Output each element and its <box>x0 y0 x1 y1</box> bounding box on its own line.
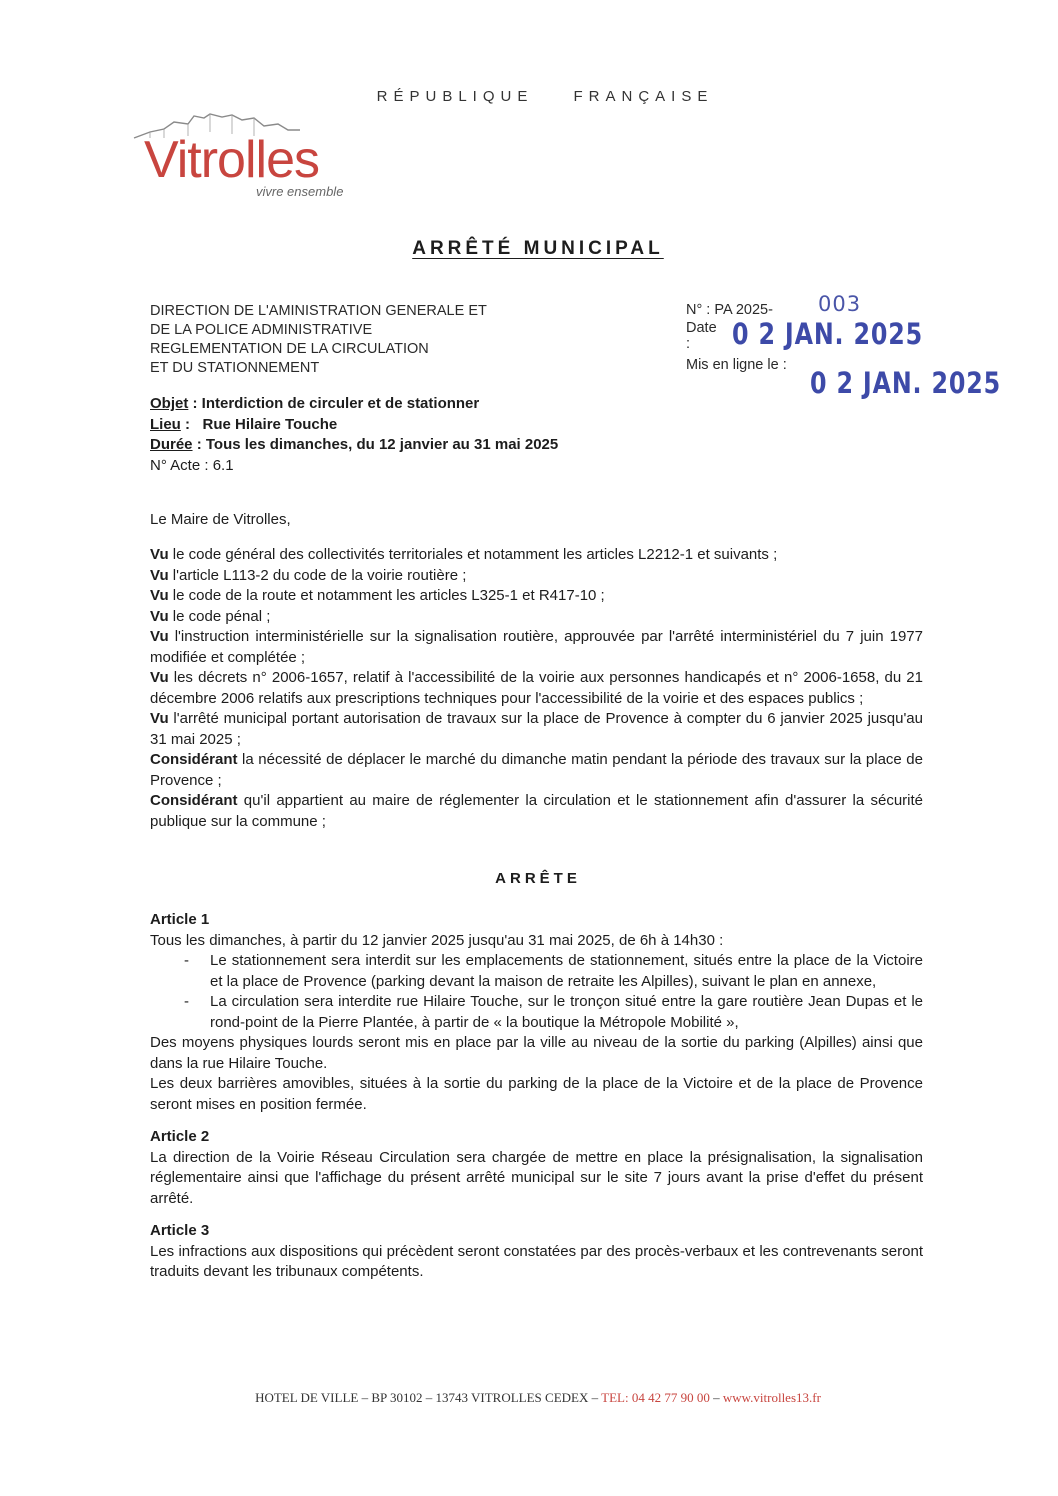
article-1-paragraph: Les deux barrières amovibles, situées à la sortie du parking de la place de la Victoire et de la place de Provence seront mises en position fermée. <box>150 1075 923 1113</box>
visa-item <box>150 545 923 566</box>
visa-text: l'arrêté municipal portant autorisation de travaux sur la place de Provence à compter du 6 janvier 2025 jusqu'au 31 mai 2025 ; <box>150 710 923 748</box>
bullet-text: La circulation sera interdite rue Hilaire Touche, sur le tronçon situé entre la gare routière Jean Dupas et le rond-point de la Pierre Plantée, à partir de « la boutique la Métropole Mobilité », <box>210 993 923 1031</box>
visa-text: la nécessité de déplacer le marché du dimanche matin pendant la période des travaux sur la place de Provence ; <box>150 751 923 789</box>
duree-label: Durée <box>150 436 193 453</box>
article-3-title: Article 3 <box>150 1222 210 1239</box>
visa-keyword: Vu <box>150 607 169 625</box>
date-stamp: 0 2 JAN. 2025 <box>732 317 923 351</box>
article-2-text: La direction de la Voirie Réseau Circulation sera chargée de mettre en place la présignalisation, la signalisation réglementaire ainsi que l'affichage du présent arrêté municipal sur le site 7 jours avant la prise d'effet du présent arrêté. <box>150 1148 923 1207</box>
visa-text: le code pénal ; <box>168 607 271 625</box>
online-date-label: Mis en ligne le : <box>686 357 787 373</box>
visa-keyword: Vu <box>150 587 169 604</box>
vitrolles-logo <box>130 112 390 204</box>
visa-item <box>150 791 923 832</box>
reference-number-label: N° : PA 2025- <box>686 302 773 318</box>
direction-line: REGLEMENTATION DE LA CIRCULATION <box>150 341 429 357</box>
footer-separator: – <box>709 1390 723 1405</box>
articles-block <box>150 910 923 1283</box>
visa-text: les décrets n° 2006-1657, relatif à l'accessibilité de la voirie aux personnes handicapés et n° 2006-1658, du 21 décembre 2006 relatifs aux prescriptions techniques pour l'accessibilité de la voirie et des espaces publics ; <box>150 669 923 707</box>
maire-line: Le Maire de Vitrolles, <box>150 511 291 528</box>
lieu-line <box>150 415 558 436</box>
logo-tagline: vivre ensemble <box>256 184 344 199</box>
footer <box>0 1390 1058 1406</box>
objet-label: Objet <box>150 395 189 412</box>
visa-text: le code de la route et notamment les articles L325-1 et R417-10 ; <box>168 587 605 604</box>
article-2-title: Article 2 <box>150 1128 210 1145</box>
duree-value: : Tous les dimanches, du 12 janvier au 31 mai 2025 <box>192 436 559 453</box>
visa-text: l'instruction interministérielle sur la signalisation routière, approuvée par l'arrêté interministériel du 7 juin 1977 modifiée et complétée ; <box>150 628 923 666</box>
article-1-intro: Tous les dimanches, à partir du 12 janvier 2025 jusqu'au 31 mai 2025, de 6h à 14h30 : <box>150 931 724 949</box>
online-date-stamp: 0 2 JAN. 2025 <box>810 366 1001 400</box>
list-item <box>150 992 923 1033</box>
direction-block <box>150 302 487 378</box>
objet-value: : Interdiction de circuler et de stationner <box>188 395 480 412</box>
visa-item <box>150 586 923 607</box>
visa-text: qu'il appartient au maire de réglementer la circulation et le stationnement afin d'assurer la sécurité publique sur la commune ; <box>150 792 923 830</box>
visa-keyword: Vu <box>150 710 169 727</box>
duree-line <box>150 435 558 456</box>
article-3-text: Les infractions aux dispositions qui précèdent seront constatées par des procès-verbaux et les contrevenants seront traduits devant les tribunaux compétents. <box>150 1242 923 1280</box>
footer-website-link[interactable]: www.vitrolles13.fr <box>722 1390 821 1405</box>
date-label: Date : <box>686 320 717 352</box>
dash-icon: - <box>184 952 189 969</box>
bullet-text: Le stationnement sera interdit sur les emplacements de stationnement, situés entre la place de la Victoire et la place de Provence (parking devant la maison de retraite les Alpilles), suivant le plan en annexe, <box>210 952 923 990</box>
article-1-title: Article 1 <box>150 911 210 928</box>
visa-item <box>150 750 923 791</box>
visa-keyword: Considérant <box>150 792 238 809</box>
acte-number: N° Acte : 6.1 <box>150 456 234 474</box>
reference-number-handwritten: 003 <box>818 292 862 316</box>
dash-icon: - <box>184 993 189 1010</box>
visa-text: l'article L113-2 du code de la voirie routière ; <box>168 566 467 584</box>
logo-wordmark: Vitrolles <box>144 131 320 189</box>
visa-keyword: Vu <box>150 566 169 584</box>
article-1-paragraph: Des moyens physiques lourds seront mis en place par la ville au niveau de la sortie du parking (Alpilles) ainsi que dans la rue Hilaire Touche. <box>150 1034 923 1072</box>
list-item <box>150 951 923 992</box>
direction-line: DIRECTION DE L'AMINISTRATION GENERALE ET <box>150 303 487 319</box>
lieu-label: Lieu <box>150 415 181 433</box>
visa-keyword: Vu <box>150 546 169 563</box>
arrete-heading: ARRÊTE <box>495 870 581 887</box>
footer-phone: TEL: 04 42 77 90 00 <box>601 1390 710 1405</box>
visa-item <box>150 607 923 628</box>
visa-keyword: Vu <box>150 628 169 645</box>
visa-keyword: Considérant <box>150 751 238 768</box>
visa-item <box>150 566 923 587</box>
visas-block <box>150 545 923 832</box>
visa-item <box>150 668 923 709</box>
lieu-value: : Rue Hilaire Touche <box>180 415 338 433</box>
visa-item <box>150 627 923 668</box>
objet-line <box>150 394 558 415</box>
direction-line: ET DU STATIONNEMENT <box>150 360 320 376</box>
direction-line: DE LA POLICE ADMINISTRATIVE <box>150 322 373 338</box>
visa-keyword: Vu <box>150 669 169 686</box>
republique-header: RÉPUBLIQUE FRANÇAISE <box>376 88 714 105</box>
visa-item <box>150 709 923 750</box>
footer-address: HOTEL DE VILLE – BP 30102 – 13743 VITROLLES CEDEX – <box>255 1390 602 1405</box>
article-1-bullets <box>150 951 923 1033</box>
document-title: ARRÊTÉ MUNICIPAL <box>412 238 664 259</box>
visa-text: le code général des collectivités territoriales et notamment les articles L2212-1 et suivants ; <box>168 546 778 563</box>
object-block <box>150 394 558 476</box>
